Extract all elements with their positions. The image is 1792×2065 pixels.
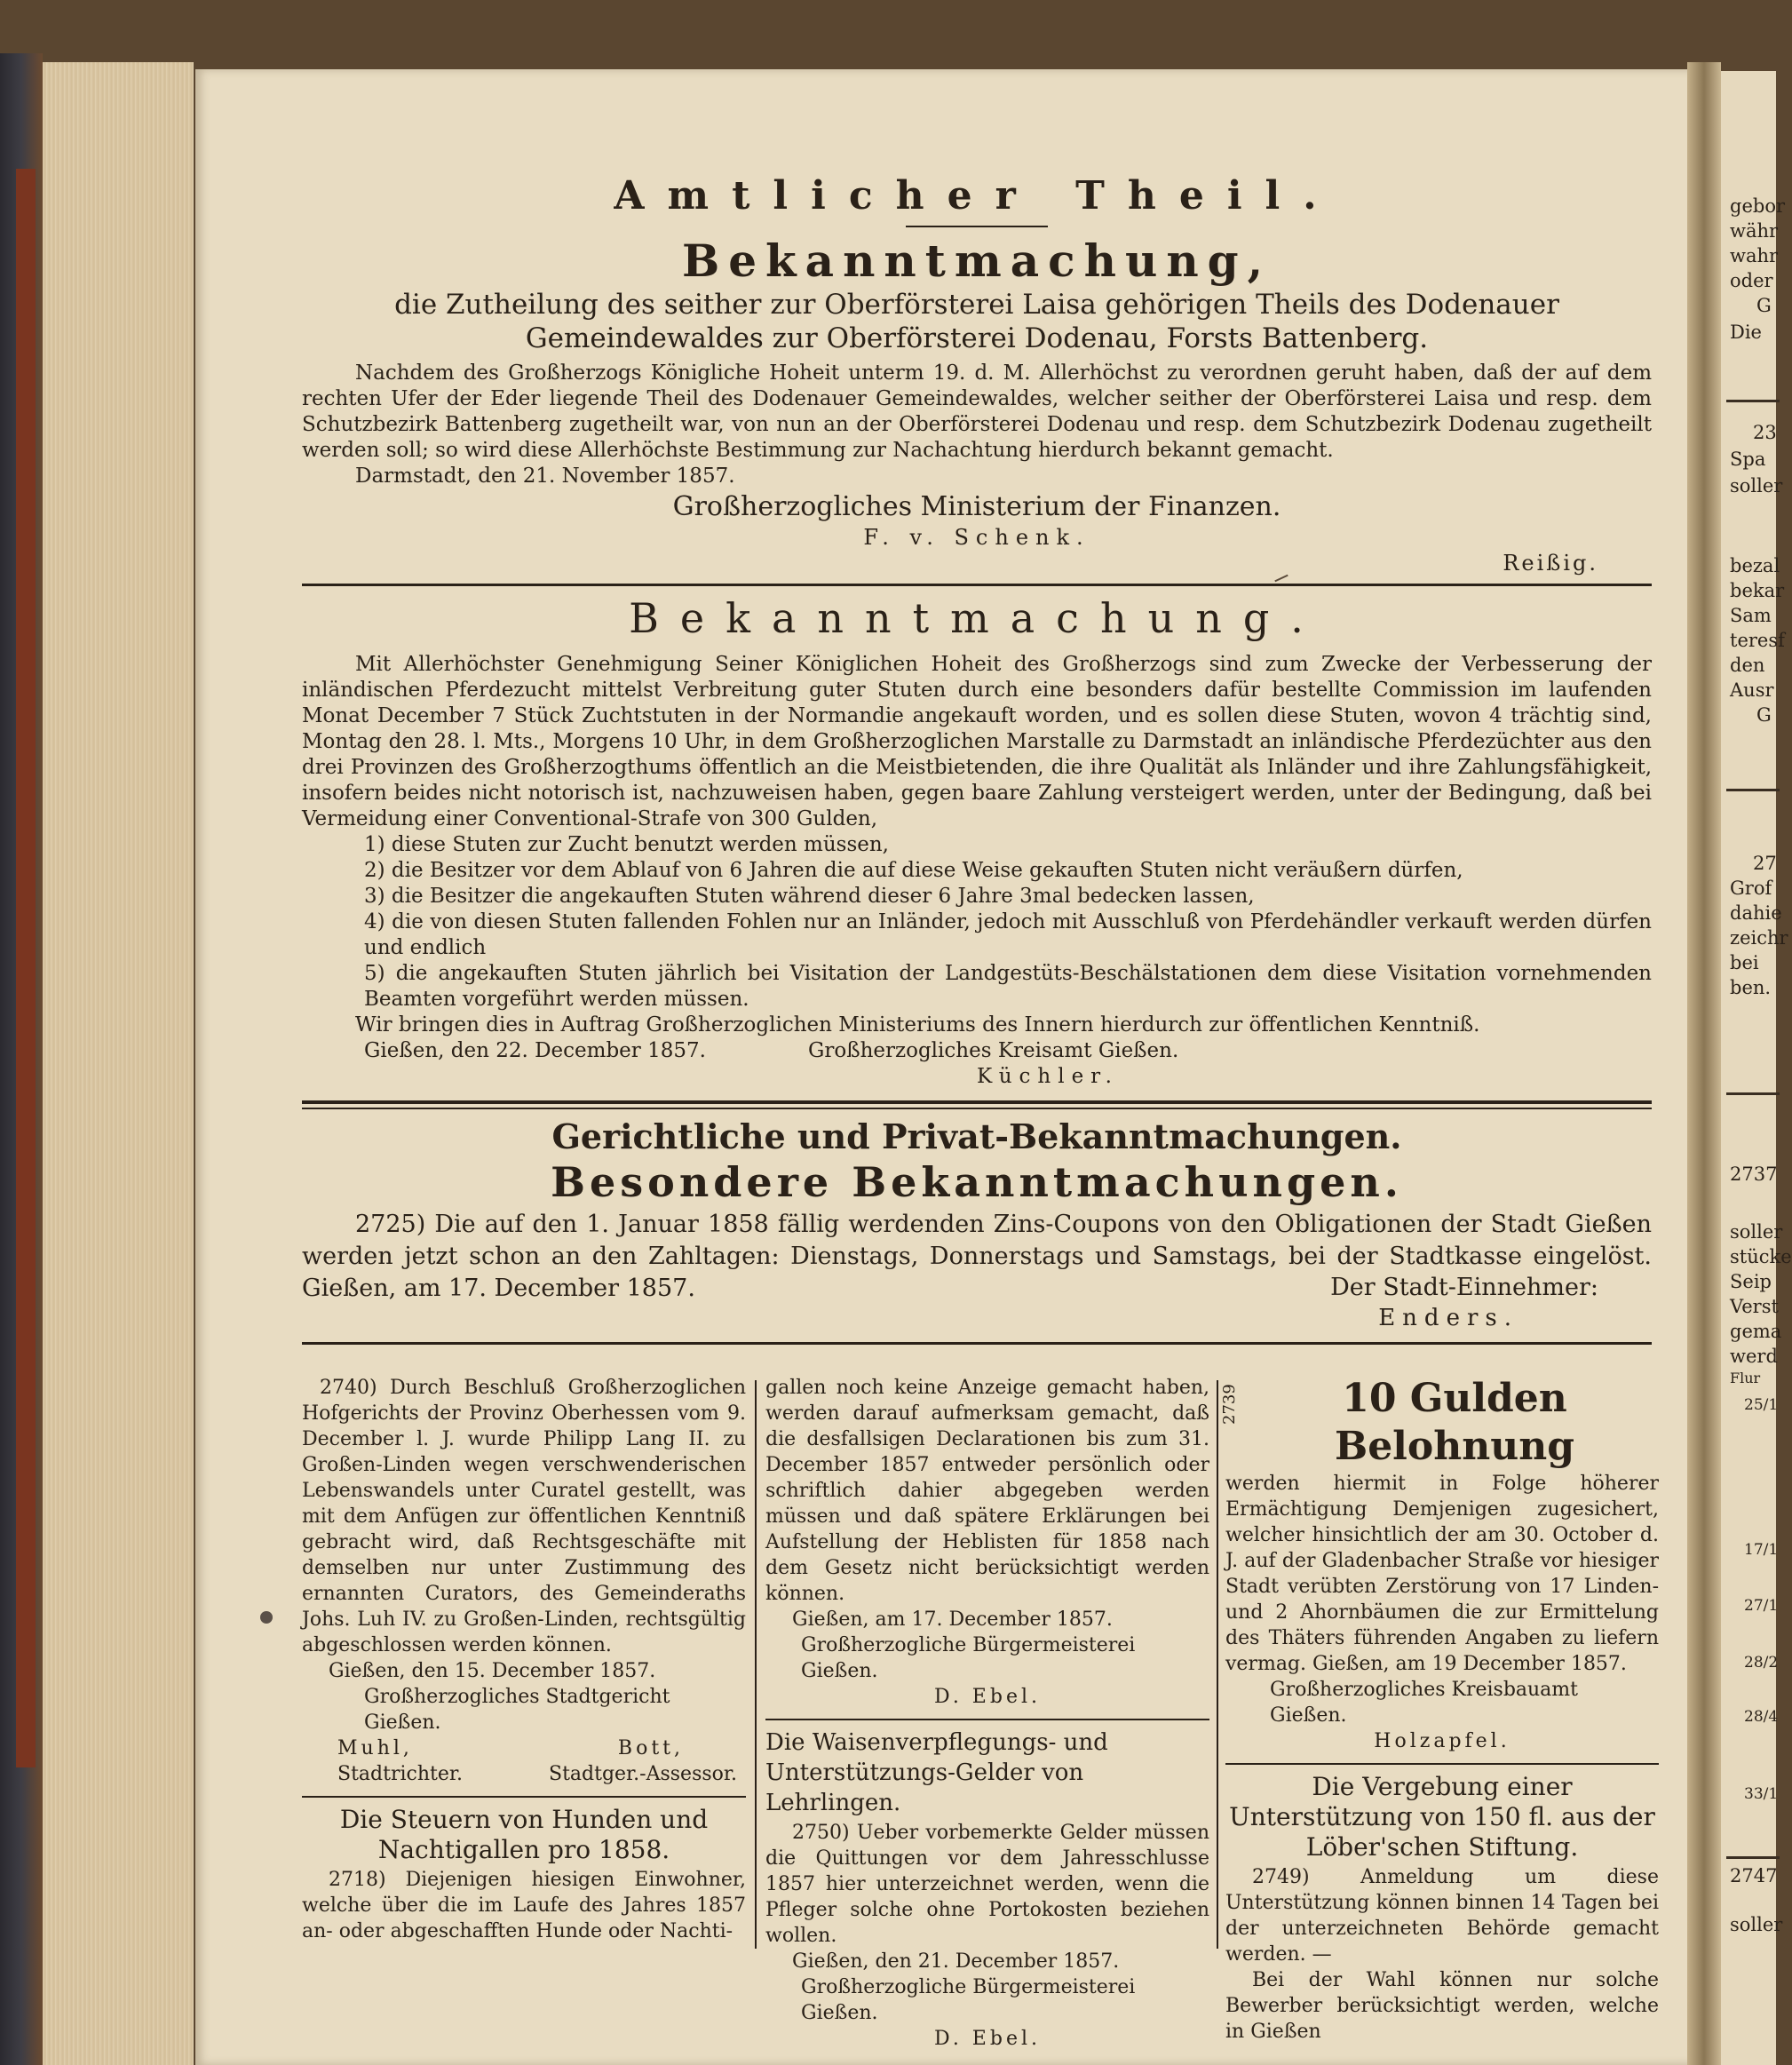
fragment-text: Die (1730, 322, 1762, 343)
fragment-text: dahie (1730, 902, 1782, 924)
fragment-text: Seip (1730, 1271, 1772, 1292)
notice2-closing: Wir bringen dies in Auftrag Großherzoglichen Ministeriums des Innern hierdurch zur öffentlichen Kenntniß. (355, 1013, 1480, 1036)
notice2740-place-date: Gießen, den 15. December 1857. (329, 1660, 656, 1682)
fragment-text: Ausr (1730, 679, 1774, 701)
fragment-text: 25/1 (1744, 1396, 1779, 1414)
section-rule (302, 584, 1652, 586)
column-divider (755, 1380, 757, 1949)
fragment-text: 27/1 (1744, 1597, 1779, 1615)
fragment-text: bei (1730, 952, 1759, 973)
fragment-text: 28/4 (1744, 1708, 1779, 1726)
notice2718-authority: Großherzogliche Bürgermeisterei Gießen. (801, 1634, 1136, 1682)
signer-name: Bott, (617, 1737, 684, 1759)
spine-binding (16, 169, 36, 1767)
ink-dot (260, 1611, 273, 1624)
condition-item: 4) die von diesen Stuten fallenden Fohlen nur an Inländer, jedoch mit Ausschluß von Pferdehändler verkauft werden dürfen und endlich (364, 910, 1652, 959)
orphans-heading: Die Waisenverpflegungs- und Unterstützungs-Gelder von Lehrlingen. (765, 1729, 1108, 1816)
reward-authority: Großherzogliches Kreisbauamt Gießen. (1270, 1679, 1579, 1727)
fragment-text: G (1756, 704, 1772, 726)
notice1-body: Nachdem des Großherzogs Königliche Hoheit unterm 19. d. M. Allerhöchst zu verordnen geruht haben, daß der auf dem rechten Ufer der Eder liegende Theil des Dodenauer Gemeindewaldes, welcher seither der Oberförsterei Laisa und resp. dem Schutzbezirk Battenberg zugetheilt war, von nun an der Oberförsterei Dodenau und resp. dem Schutzbezirk Dodenau zugetheilt werden soll; so wird diese Allerhöchste Bestimmung zur Nachachtung hierdurch bekannt gemacht. (302, 361, 1652, 462)
notice2750-place-date: Gießen, den 21. December 1857. (792, 1950, 1120, 1973)
notice2-place-date: Gießen, den 22. December 1857. (364, 1039, 706, 1062)
notice2725-authority: Der Stadt-Einnehmer: (1330, 1274, 1598, 1301)
fragment-rule (1726, 789, 1780, 791)
fragment-text: soller (1730, 475, 1783, 496)
notice2-authority: Großherzogliches Kreisamt Gießen. (808, 1039, 1179, 1062)
fragment-text: 28/2 (1744, 1654, 1779, 1672)
fragment-text: gema (1730, 1321, 1782, 1342)
fragment-text: Sam (1730, 605, 1772, 626)
private-section-title: Gerichtliche und Privat-Bekanntmachungen. (551, 1116, 1402, 1156)
column-middle (765, 1375, 1209, 2052)
fragment-text: 17/1 (1744, 1541, 1779, 1559)
column-divider (1217, 1380, 1218, 1949)
fragment-text: Grof (1730, 878, 1772, 899)
fragment-text: soller (1730, 1914, 1783, 1935)
notice2749-continued: Bei der Wahl können nur solche Bewerber berücksichtigt werden, welche in Gießen (1225, 1969, 1659, 2043)
three-column-notices (302, 1375, 1661, 2050)
fragment-text: soller (1730, 1221, 1783, 1243)
notice2749-body: 2749) Anmeldung um diese Unterstützung können binnen 14 Tagen bei der unterzeichneten Behörde gemacht werden. — (1225, 1866, 1659, 1966)
reward-heading: 10 Gulden Belohnung (1335, 1376, 1574, 1469)
fragment-text: 2747 (1730, 1865, 1778, 1886)
signer-title: Stadtger.-Assessor. (549, 1763, 737, 1785)
fragment-text: 33/1 (1744, 1785, 1779, 1803)
column-left (302, 1375, 746, 1944)
notice2-heading: Bekanntmachung. (629, 594, 1325, 642)
notice2740-signer-titles (302, 1761, 746, 1787)
fragment-text: stücke (1730, 1246, 1792, 1267)
grant-heading: Die Vergebung einer Unterstützung von 150 fl. aus der Löber'schen Stiftung. (1229, 1772, 1655, 1862)
condition-item: 2) die Besitzer vor dem Ablauf von 6 Jahren die auf diese Weise gekauften Stuten nicht veräußern dürfen, (364, 859, 1463, 882)
fragment-text: Flur (1730, 1370, 1761, 1386)
fragment-text: 27 (1753, 853, 1777, 874)
fragment-text: oder (1730, 270, 1773, 291)
fragment-text: wahr (1730, 245, 1779, 266)
notice1-signer: F. v. Schenk. (863, 525, 1090, 550)
fragment-text: Verst (1730, 1296, 1779, 1317)
fragment-text: teresf (1730, 630, 1785, 651)
fragment-text: bezal (1730, 555, 1780, 576)
fragment-rule (1726, 1856, 1780, 1859)
section-title: Amtlicher Theil. (614, 173, 1340, 218)
column-rule (1225, 1763, 1659, 1765)
fragment-text: den (1730, 655, 1765, 676)
notice2-signature-row (302, 1038, 1652, 1064)
notice2-signer: Küchler. (977, 1065, 1119, 1088)
notice2740-authority: Großherzogliches Stadtgericht Gießen. (364, 1686, 670, 1734)
fragment-text: bekar (1730, 580, 1785, 601)
fragment-text: 2737 (1730, 1164, 1778, 1185)
reward-signer: Holzapfel. (1374, 1730, 1511, 1752)
notice2718-signer: D. Ebel. (933, 1686, 1042, 1708)
condition-item: 5) die angekauften Stuten jährlich bei Visitation der Landgestüts-Beschälstationen dem diese Visitation vornehmenden Beamten vorgeführt werden müssen. (364, 962, 1652, 1011)
column-rule (302, 1796, 746, 1798)
notice2740-body: 2740) Durch Beschluß Großherzoglichen Hofgerichts der Provinz Oberhessen vom 9. December l. J. wurde Philipp Lang II. zu Großen-Linden wegen verschwenderischen Lebenswandels unter Curatel gestellt, was mit dem Anfügen zur öffentlichen Kenntniß gebracht wird, daß Rechtsgeschäfte mit demselben nur unter Zustimmung des ernannten Curators, des Gemeinderaths Johs. Luh IV. zu Großen-Linden, rechtsgültig abgeschlossen werden können. (302, 1377, 746, 1656)
page-edges (43, 62, 194, 2065)
notice1-place-date: Darmstadt, den 21. November 1857. (355, 465, 735, 488)
notice2718-body: 2718) Diejenigen hiesigen Einwohner, welche über die im Laufe des Jahres 1857 an- oder abgeschafften Hunde oder Nachti- (302, 1869, 746, 1942)
fragment-text: werd (1730, 1346, 1778, 1367)
notice2750-authority: Großherzogliche Bürgermeisterei Gießen. (801, 1976, 1136, 2024)
condition-item: 1) diese Stuten zur Zucht benutzt werden müssen, (364, 833, 889, 856)
notice2750-body: 2750) Ueber vorbemerkte Gelder müssen die Quittungen vor dem Jahresschlusse 1857 hier unterzeichnet werden, wenn die Pfleger solche ohne Portokosten beziehen wollen. (765, 1822, 1209, 1947)
column-rule (765, 1719, 1209, 1720)
conditions-list (302, 832, 1652, 1013)
notice1-countersigner: Reißig. (1503, 551, 1598, 576)
notice1-subject: die Zutheilung des seither zur Oberförsterei Laisa gehörigen Theils des Dodenauer Gemeindewaldes zur Oberförsterei Dodenau, Forsts Battenberg. (394, 289, 1559, 354)
section-rule-double (302, 1100, 1652, 1109)
dogs-tax-heading: Die Steuern von Hunden und Nachtigallen pro 1858. (339, 1805, 709, 1864)
facing-page-fragment (1721, 71, 1792, 2065)
private-section-subtitle: Besondere Bekanntmachungen. (551, 1158, 1403, 1206)
fragment-text: zeichr (1730, 927, 1788, 949)
notice1-heading: Bekanntmachung, (681, 234, 1273, 287)
notice2725-body: 2725) Die auf den 1. Januar 1858 fällig werdenden Zins-Coupons von den Obligationen der Stadt Gießen werden jetzt schon an den Zahltagen: Dienstags, Donnerstags und Samstags, bei der Stadtkasse eingelöst. Gießen, am 17. December 1857. (302, 1211, 1652, 1302)
fragment-text: G (1756, 295, 1772, 316)
condition-item: 3) die Besitzer die angekauften Stuten während dieser 6 Jahre 3mal bedecken lassen, (364, 885, 1255, 908)
fragment-text: ben. (1730, 977, 1772, 998)
page-gutter (1687, 62, 1721, 2065)
divider (906, 226, 1048, 227)
notice2718-continued: gallen noch keine Anzeige gemacht haben, werden darauf aufmerksam gemacht, daß die desfallsigen Declarationen bis zum 31. December 1857 entweder persönlich oder schriftlich dahier abgegeben werden müssen und daß spätere Erklärungen bei Aufstellung der Heblisten für 1858 nach dem Gesetz nicht berücksichtigt werden können. (765, 1377, 1209, 1605)
notice2740-signers (302, 1735, 746, 1761)
reward-body: werden hiermit in Folge höherer Ermächtigung Demjenigen zugesichert, welcher hinsichtlich der am 30. October d. J. auf der Gladenbacher Straße vor hiesiger Stadt verübten Zerstörung von 17 Linden- und 2 Ahornbäumen die zur Ermittelung des Thäters führenden Angaben zu liefern vermag. Gießen, am 19 December 1857. (1225, 1473, 1659, 1675)
notice1-authority: Großherzogliches Ministerium der Finanzen. (672, 491, 1281, 522)
reward-block (1220, 1375, 1659, 1471)
fragment-text: Spa (1730, 449, 1766, 470)
fragment-text: gebor (1730, 195, 1785, 217)
fragment-rule (1726, 400, 1780, 402)
notice2750-signer: D. Ebel. (933, 2028, 1042, 2050)
fragment-text: währ (1730, 220, 1779, 242)
fragment-text: 23 (1753, 422, 1777, 443)
column-right (1220, 1375, 1659, 2045)
notice2718-place-date: Gießen, am 17. December 1857. (792, 1608, 1113, 1631)
main-content (302, 173, 1652, 1350)
fragment-rule (1726, 1092, 1780, 1095)
notice2725-signer: Enders. (1378, 1305, 1518, 1331)
notice-number: 2739 (1220, 1384, 1239, 1425)
signer-title: Stadtrichter. (337, 1763, 463, 1785)
signer-name: Muhl, (337, 1737, 413, 1759)
notice2-body: Mit Allerhöchster Genehmigung Seiner Königlichen Hoheit des Großherzogs sind zum Zwecke der Verbesserung der inländischen Pferdezucht mittelst Verbreitung guter Stuten durch eine besonders dafür bestellte Commission im laufenden Monat December 7 Stück Zuchtstuten in der Normandie angekauft worden, und es sollen diese Stuten, wovon 4 trächtig sind, Montag den 28. l. Mts., Morgens 10 Uhr, in dem Großherzoglichen Marstalle zu Darmstadt an inländische Pferdezüchter aus den drei Provinzen des Großherzogthums öffentlich an die Meistbietenden, die ihre Qualität als Inländer und ihre Zahlungsfähigkeit, insofern beides nicht notorisch ist, nachzuweisen haben, gegen baare Zahlung versteigert werden, unter der Bedingung, daß bei Vermeidung einer Conventional-Strafe von 300 Gulden, (302, 653, 1652, 830)
section-rule (302, 1342, 1652, 1345)
